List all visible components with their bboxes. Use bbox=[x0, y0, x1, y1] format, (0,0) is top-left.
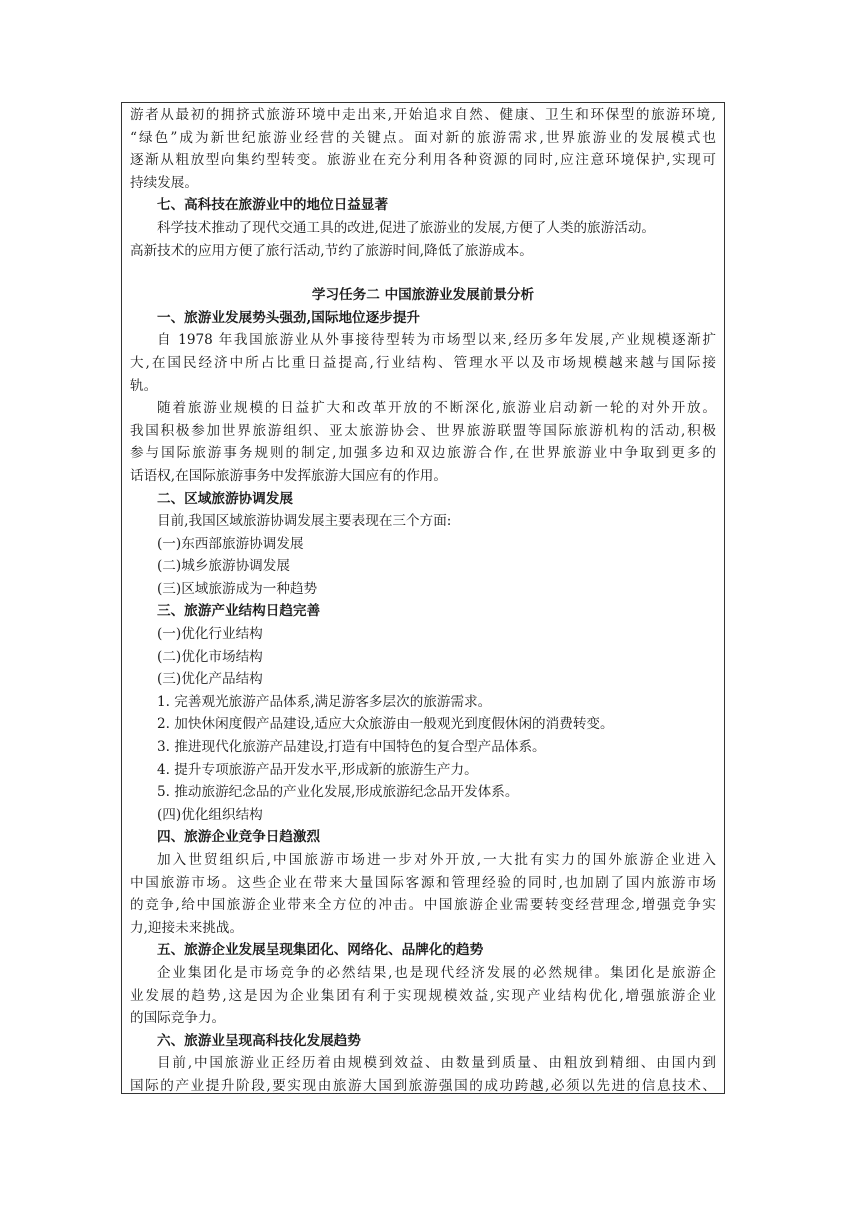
text-line: 的国际竞争力。 bbox=[130, 1010, 226, 1027]
list-item: 5. 推动旅游纪念品的产业化发展,形成旅游纪念品开发体系。 bbox=[157, 784, 519, 801]
text-line: 中国旅游市场。这些企业在带来大量国际客源和管理经验的同时,也加剧了国内旅游市场 bbox=[130, 874, 716, 891]
list-item: (二)城乡旅游协调发展 bbox=[157, 558, 290, 575]
section-heading: 七、高科技在旅游业中的地位日益显著 bbox=[157, 197, 389, 214]
list-item: 2. 加快休闲度假产品建设,适应大众旅游由一般观光到度假休闲的消费转变。 bbox=[157, 716, 614, 733]
text-line: 逐渐从粗放型向集约型转变。旅游业在充分利用各种资源的同时,应注意环境保护,实现可 bbox=[130, 152, 716, 169]
section-heading: 二、区域旅游协调发展 bbox=[157, 490, 293, 507]
section-heading: 六、旅游业呈现高科技化发展趋势 bbox=[157, 1032, 361, 1049]
list-item: 1. 完善观光旅游产品体系,满足游客多层次的旅游需求。 bbox=[157, 693, 492, 710]
section-heading: 一、旅游业发展势头强劲,国际地位逐步提升 bbox=[157, 309, 421, 326]
list-item: (三)区域旅游成为一种趋势 bbox=[157, 580, 318, 597]
text-line: 的竞争,给中国旅游企业带来全方位的冲击。中国旅游企业需要转变经营理念,增强竞争实 bbox=[130, 897, 716, 914]
section-heading: 五、旅游企业发展呈现集团化、网络化、品牌化的趋势 bbox=[157, 942, 484, 959]
text-line: 大,在国民经济中所占比重日益提高,行业结构、管理水平以及市场规模越来越与国际接 bbox=[130, 354, 716, 371]
spacer bbox=[130, 262, 716, 284]
text-line: 话语权,在国际旅游事务中发挥旅游大国应有的作用。 bbox=[130, 467, 447, 484]
text-line: 业发展的趋势,这是因为企业集团有利于实现规模效益,实现产业结构优化,增强旅游企业 bbox=[130, 987, 716, 1004]
list-item: (二)优化市场结构 bbox=[157, 648, 263, 665]
text-line: 持续发展。 bbox=[130, 174, 198, 191]
text-line: 目前,中国旅游业正经历着由规模到效益、由数量到质量、由粗放到精细、由国内到 bbox=[157, 1055, 716, 1072]
text-line: 随着旅游业规模的日益扩大和改革开放的不断深化,旅游业启动新一轮的对外开放。 bbox=[157, 400, 716, 417]
text-line: 高新技术的应用方便了旅行活动,节约了旅游时间,降低了旅游成本。 bbox=[130, 242, 533, 259]
text-line: 自 1978 年我国旅游业从外事接待型转为市场型以来,经历多年发展,产业规模逐渐扩 bbox=[157, 332, 716, 349]
text-line: 轨。 bbox=[130, 377, 158, 394]
section-heading: 四、旅游企业竞争日趋激烈 bbox=[157, 829, 321, 846]
text-line: 目前,我国区域旅游协调发展主要表现在三个方面: bbox=[157, 513, 452, 530]
list-item: (一)东西部旅游协调发展 bbox=[157, 535, 304, 552]
list-item: (一)优化行业结构 bbox=[157, 626, 263, 643]
document-frame bbox=[121, 102, 725, 1094]
task-title: 学习任务二 中国旅游业发展前景分析 bbox=[311, 287, 535, 304]
text-line: 我国积极参加世界旅游组织、亚太旅游协会、世界旅游联盟等国际旅游机构的活动,积极 bbox=[130, 422, 716, 439]
list-item: 3. 推进现代化旅游产品建设,打造有中国特色的复合型产品体系。 bbox=[157, 739, 546, 756]
section-heading: 三、旅游产业结构日趋完善 bbox=[157, 603, 321, 620]
text-line: 游者从最初的拥挤式旅游环境中走出来,开始追求自然、健康、卫生和环保型的旅游环境, bbox=[130, 107, 716, 123]
text-line: 参与国际旅游事务规则的制定,加强多边和双边旅游合作,在世界旅游业中争取到更多的 bbox=[130, 445, 716, 462]
text-line: 力,迎接未来挑战。 bbox=[130, 919, 244, 936]
text-line: “绿色”成为新世纪旅游业经营的关键点。面对新的旅游需求,世界旅游业的发展模式也 bbox=[130, 129, 716, 146]
text-line: 科学技术推动了现代交通工具的改进,促进了旅游业的发展,方便了人类的旅游活动。 bbox=[157, 219, 656, 236]
text-line: 加入世贸组织后,中国旅游市场进一步对外开放,一大批有实力的国外旅游企业进入 bbox=[157, 852, 716, 868]
list-item: 4. 提升专项旅游产品开发水平,形成新的旅游生产力。 bbox=[157, 761, 478, 778]
list-item: (四)优化组织结构 bbox=[157, 806, 263, 823]
text-line: 国际的产业提升阶段,要实现由旅游大国到旅游强国的成功跨越,必须以先进的信息技术、 bbox=[130, 1077, 716, 1094]
list-item: (三)优化产品结构 bbox=[157, 671, 263, 688]
text-line: 企业集团化是市场竞争的必然结果,也是现代经济发展的必然规律。集团化是旅游企 bbox=[157, 964, 716, 981]
